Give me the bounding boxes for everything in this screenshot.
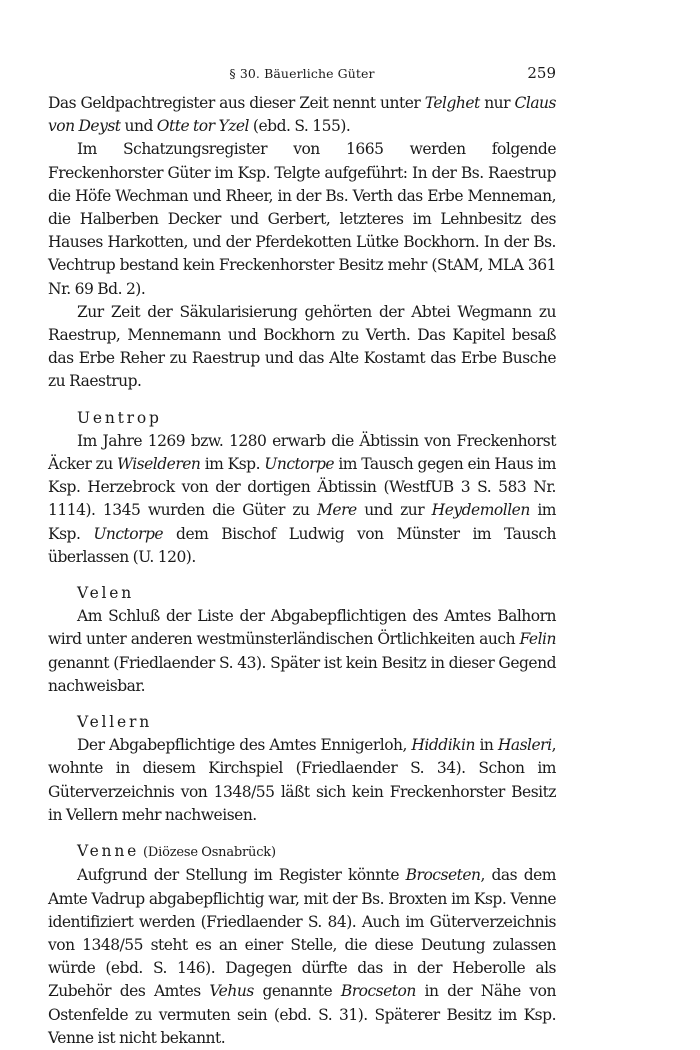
- paragraph: Im Schatzungsregister von 1665 werden folgende Freckenhorster Güter im Ksp. Telgte aufgeführt: In der Bs. Raestrup die Höfe Wechman und Rheer, in der Bs. Verth das Erbe Menneman, die Halberben Decker und Gerbert, letzteres im Lehnbesitz des Hauses Harkotten, und der Pferdekotten Lütke Bockhorn. In der Bs. Vechtrup bestand kein Freckenhorster Besitz mehr (StAM, MLA 361 Nr. 69 Bd. 2).: [48, 140, 556, 298]
- heading-note: (Diözese Osnabrück): [143, 845, 276, 861]
- page-header: [48, 64, 556, 86]
- section-heading-venne: Venne (Diözese Osnabrück): [77, 842, 276, 861]
- page-number: 259: [527, 64, 556, 82]
- paragraph: Im Jahre 1269 bzw. 1280 erwarb die Äbtissin von Freckenhorst Äcker zu Wiselderen im Ksp. Unctorpe im Tausch gegen ein Haus im Ksp. Herzebrock von der dortigen Äbtissin (WestfUB 3 S. 583 Nr. 1114). 1345 wurden die Güter zu Mere und zur Heydemollen im Ksp. Unctorpe dem Bischof Ludwig von Münster im Tausch überlassen (U. 120).: [48, 431, 557, 566]
- paragraph: Der Abgabepflichtige des Amtes Ennigerloh, Hiddikin in Hasleri, wohnte in diesem Kirchspiel (Friedlaender S. 34). Schon im Güterverzeichnis von 1348/55 läßt sich kein Freckenhorster Besitz in Vellern mehr nachweisen.: [48, 736, 556, 824]
- section-heading-uentrop: Uentrop: [77, 408, 162, 427]
- paragraph: Am Schluß der Liste der Abgabepflichtigen des Amtes Balhorn wird unter anderen westmünsterländischen Örtlichkeiten auch Felin genannt (Friedlaender S. 43). Später ist kein Besitz in dieser Gegend nachweisbar.: [48, 607, 556, 695]
- section-heading-velen: Velen: [77, 584, 135, 603]
- paragraph: Das Geldpachtregister aus dieser Zeit nennt unter Telghet nur Claus von Deyst und Otte tor Yzel (ebd. S. 155).: [48, 94, 556, 136]
- page-body: [48, 92, 556, 1050]
- paragraph: Aufgrund der Stellung im Register könnte Brocseten, das dem Amte Vadrup abgabepflichtig war, mit der Bs. Broxten im Ksp. Venne identifiziert werden (Friedlaender S. 84). Auch im Güterverzeichnis von 1348/55 steht es an einer Stelle, die diese Deutung zulassen würde (ebd. S. 146). Dagegen dürfte das in der Heberolle als Zubehör des Amtes Vehus genannte Brocseton in der Nähe von Ostenfelde zu vermuten sein (ebd. S. 31). Späterer Besitz im Ksp. Venne ist nicht bekannt.: [48, 866, 556, 1047]
- running-title: § 30. Bäuerliche Güter: [229, 66, 375, 81]
- paragraph: Zur Zeit der Säkularisierung gehörten der Abtei Wegmann zu Raestrup, Mennemann und Bockhorn zu Verth. Das Kapitel besaß das Erbe Reher zu Raestrup und das Alte Kostamt das Erbe Busche zu Raestrup.: [48, 302, 556, 391]
- section-heading-vellern: Vellern: [77, 713, 153, 732]
